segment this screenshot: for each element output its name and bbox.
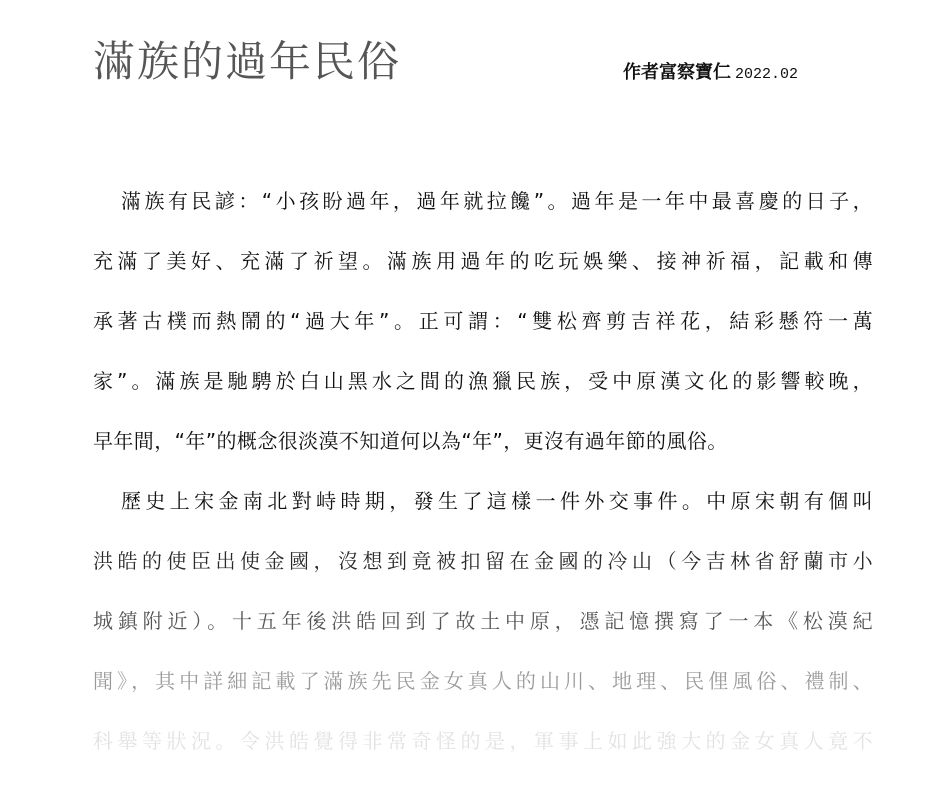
text-line: 承著古樸而熱鬧的“過大年”。正可謂：“雙松齊剪吉祥花，結彩懸符一萬 <box>93 309 873 333</box>
text-line: 洪皓的使臣出使金國，沒想到竟被扣留在金國的冷山（今吉林省舒蘭市小 <box>93 549 873 573</box>
text-line: 滿族有民諺：“小孩盼過年，過年就拉饞”。過年是一年中最喜慶的日子， <box>121 189 873 213</box>
text-line: 歷史上宋金南北對峙時期，發生了這樣一件外交事件。中原宋朝有個叫 <box>121 489 873 513</box>
article-body <box>93 171 873 771</box>
text-line: 聞》，其中詳細記載了滿族先民金女真人的山川、地理、民俚風俗、禮制、 <box>93 669 873 693</box>
text-line: 城鎮附近）。十五年後洪皓回到了故土中原，憑記憶撰寫了一本《松漠紀 <box>93 609 873 633</box>
text-line: 科舉等狀況。令洪皓覺得非常奇怪的是，軍事上如此強大的金女真人竟不 <box>93 729 873 753</box>
publish-date: 2022.02 <box>735 66 799 83</box>
author-line <box>623 58 798 90</box>
text-line: 家”。滿族是馳騁於白山黑水之間的漁獵民族，受中原漢文化的影響較晚， <box>93 369 873 393</box>
author-name: 作者富察寶仁 <box>623 62 731 83</box>
text-line: 早年間，“年”的概念很淡漠不知道何以為“年”，更沒有過年節的風俗。 <box>93 429 728 453</box>
text-line: 充滿了美好、充滿了祈望。滿族用過年的吃玩娛樂、接神祈福，記載和傳 <box>93 249 873 273</box>
page-title: 滿族的過年民俗 <box>93 37 402 86</box>
